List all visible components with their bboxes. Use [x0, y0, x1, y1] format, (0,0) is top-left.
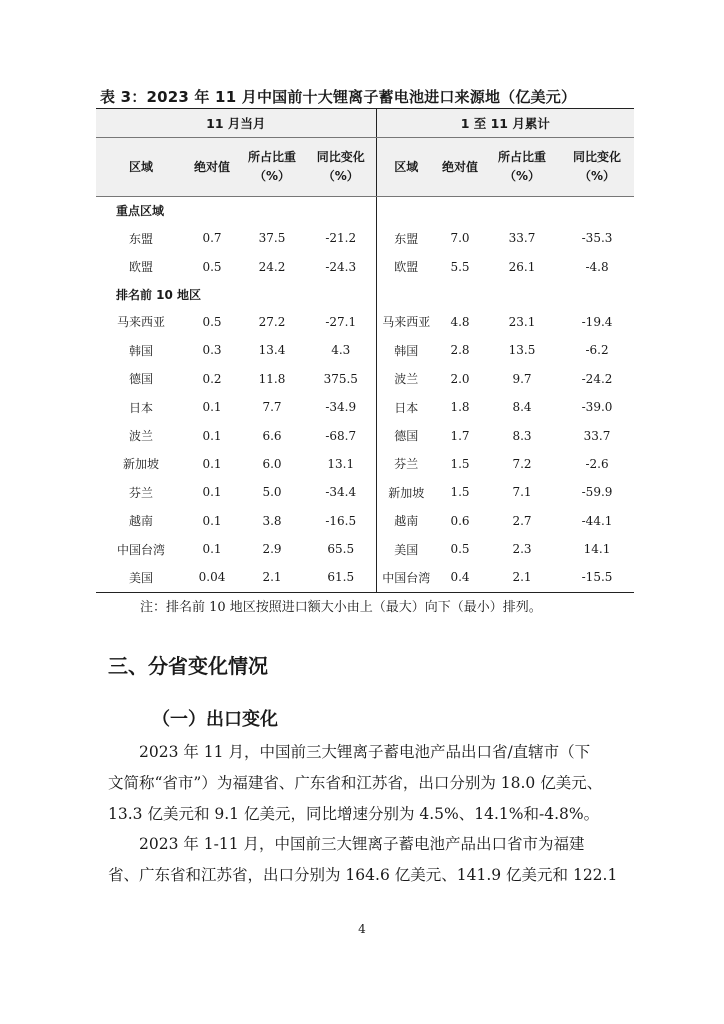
value-cell: 33.7: [583, 428, 611, 443]
value-cell: -2.6: [585, 456, 609, 471]
value-cell: 13.5: [508, 343, 536, 358]
table-row: [96, 563, 634, 592]
value-cell: 2.0: [450, 371, 470, 386]
col-header-yoy: 同比变化 （%）: [560, 138, 634, 197]
value-cell: 0.5: [450, 542, 470, 557]
col-header-region: 区域: [376, 138, 436, 197]
table-row: [96, 393, 634, 421]
region-cell: 芬兰: [128, 485, 153, 500]
value-cell: 0.2: [202, 371, 222, 386]
value-cell: 5.5: [450, 259, 470, 274]
col-header-abs: 绝对值: [186, 138, 238, 197]
paragraph-1: [108, 737, 628, 830]
value-cell: 0.1: [202, 485, 222, 500]
paragraph-line: 2023 年 1-11 月，中国前三大锂离子蓄电池产品出口省市为福建: [139, 835, 585, 853]
value-cell: 0.1: [202, 400, 222, 415]
value-cell: -21.2: [306, 224, 376, 252]
table-row: [96, 336, 634, 364]
value-cell: 24.2: [258, 259, 286, 274]
region-cell: 德国: [394, 429, 419, 444]
region-cell: 东盟: [394, 231, 419, 246]
table-caption: 表 3：2023 年 11 月中国前十大锂离子蓄电池进口来源地（亿美元）: [100, 88, 577, 106]
value-cell: 0.6: [450, 513, 470, 528]
value-cell: 0.1: [202, 513, 222, 528]
value-cell: 4.3: [306, 336, 376, 364]
value-cell: -27.1: [306, 308, 376, 336]
table-row: [96, 450, 634, 478]
value-cell: -16.5: [306, 507, 376, 535]
table-row: [96, 421, 634, 449]
table-row: [96, 252, 634, 280]
value-cell: 0.1: [202, 428, 222, 443]
region-cell: 芬兰: [394, 457, 419, 472]
value-cell: -15.5: [560, 563, 634, 592]
value-cell: 0.4: [436, 563, 484, 592]
value-cell: -68.7: [306, 421, 376, 449]
col-header-share: 所占比重 （%）: [238, 138, 306, 197]
table-row: [96, 478, 634, 506]
value-cell: 7.7: [262, 400, 282, 415]
region-cell: 中国台湾: [116, 542, 165, 557]
value-cell: 2.7: [512, 513, 532, 528]
value-cell: 2.9: [262, 542, 282, 557]
group-header-cumulative: 1 至 11 月累计: [376, 109, 634, 138]
value-cell: 0.5: [202, 259, 222, 274]
value-cell: 7.1: [512, 485, 532, 500]
value-cell: 61.5: [306, 563, 376, 592]
value-cell: 14.1: [583, 542, 611, 557]
paragraph-line: 文简称“省市”）为福建省、广东省和江苏省，出口分别为 18.0 亿美元、: [108, 774, 603, 792]
col-header-yoy: 同比变化 （%）: [306, 138, 376, 197]
value-cell: 1.5: [450, 456, 470, 471]
import-sources-table: [96, 108, 634, 593]
value-cell: 7.0: [450, 231, 470, 246]
section-label-key-regions: 重点区域: [96, 197, 376, 225]
value-cell: 1.5: [450, 485, 470, 500]
value-cell: 2.1: [238, 563, 306, 592]
value-cell: 37.5: [258, 231, 286, 246]
section-heading: 三、分省变化情况: [108, 654, 268, 678]
table-note: 注：排名前 10 地区按照进口额大小由上（最大）向下（最小）排列。: [140, 600, 542, 615]
region-cell: 欧盟: [394, 260, 419, 275]
value-cell: 0.5: [202, 314, 222, 329]
region-cell: 日本: [128, 400, 153, 415]
value-cell: 13.4: [258, 343, 286, 358]
value-cell: -34.9: [306, 393, 376, 421]
value-cell: -24.2: [581, 371, 613, 386]
table-row: [96, 507, 634, 535]
region-cell: 马来西亚: [382, 315, 431, 330]
value-cell: 0.3: [202, 343, 222, 358]
value-cell: 375.5: [306, 365, 376, 393]
value-cell: -44.1: [581, 513, 613, 528]
value-cell: 8.3: [512, 428, 532, 443]
value-cell: -39.0: [581, 400, 613, 415]
value-cell: -6.2: [585, 343, 609, 358]
col-header-share: 所占比重 （%）: [484, 138, 560, 197]
region-cell: 波兰: [394, 372, 419, 387]
value-cell: -34.4: [306, 478, 376, 506]
paragraph-line: 2023 年 11 月，中国前三大锂离子蓄电池产品出口省/直辖市（下: [139, 743, 591, 761]
paragraph-line: 13.3 亿美元和 9.1 亿美元，同比增速分别为 4.5%、14.1%和-4.8%。: [108, 805, 600, 823]
value-cell: 6.6: [262, 428, 282, 443]
value-cell: 11.8: [258, 371, 286, 386]
group-header-monthly: 11 月当月: [96, 109, 376, 138]
value-cell: 2.3: [512, 542, 532, 557]
value-cell: 4.8: [450, 314, 470, 329]
region-cell: 韩国: [394, 343, 419, 358]
region-cell: 德国: [128, 372, 153, 387]
value-cell: 1.7: [450, 428, 470, 443]
value-cell: 6.0: [262, 456, 282, 471]
region-cell: 欧盟: [128, 260, 153, 275]
value-cell: 0.04: [186, 563, 238, 592]
value-cell: 7.2: [512, 456, 532, 471]
value-cell: 13.1: [306, 450, 376, 478]
table-row: [96, 365, 634, 393]
value-cell: -4.8: [585, 259, 609, 274]
region-cell: 日本: [394, 400, 419, 415]
value-cell: -19.4: [581, 314, 613, 329]
value-cell: 3.8: [262, 513, 282, 528]
value-cell: 26.1: [508, 259, 536, 274]
value-cell: 2.1: [484, 563, 560, 592]
region-cell: 新加坡: [122, 457, 159, 472]
region-cell: 新加坡: [388, 485, 425, 500]
paragraph-2: [108, 829, 628, 891]
region-cell: 中国台湾: [376, 563, 436, 592]
value-cell: 1.8: [450, 400, 470, 415]
value-cell: 2.8: [450, 343, 470, 358]
value-cell: 9.7: [512, 371, 532, 386]
value-cell: 23.1: [508, 314, 536, 329]
table-row: [96, 535, 634, 563]
value-cell: 65.5: [306, 535, 376, 563]
value-cell: 27.2: [258, 314, 286, 329]
value-cell: 0.1: [202, 542, 222, 557]
value-cell: 5.0: [262, 485, 282, 500]
col-header-region: 区域: [96, 138, 186, 197]
region-cell: 波兰: [128, 429, 153, 444]
region-cell: 马来西亚: [116, 315, 165, 330]
value-cell: 0.7: [202, 231, 222, 246]
value-cell: -24.3: [306, 252, 376, 280]
paragraph-line: 省、广东省和江苏省，出口分别为 164.6 亿美元、141.9 亿美元和 122.1: [108, 866, 618, 884]
section-label-top10: 排名前 10 地区: [96, 281, 376, 308]
region-cell: 越南: [394, 514, 419, 529]
subsection-heading: （一）出口变化: [152, 709, 278, 730]
table-row: [96, 224, 634, 252]
value-cell: 8.4: [512, 400, 532, 415]
value-cell: 0.1: [202, 456, 222, 471]
value-cell: -59.9: [581, 485, 613, 500]
value-cell: 33.7: [508, 231, 536, 246]
region-cell: 韩国: [128, 343, 153, 358]
page-number: 4: [358, 922, 366, 936]
region-cell: 越南: [128, 514, 153, 529]
region-cell: 东盟: [128, 231, 153, 246]
table-row: [96, 308, 634, 336]
region-cell: 美国: [96, 563, 186, 592]
col-header-abs: 绝对值: [436, 138, 484, 197]
value-cell: -35.3: [581, 231, 613, 246]
region-cell: 美国: [394, 542, 419, 557]
